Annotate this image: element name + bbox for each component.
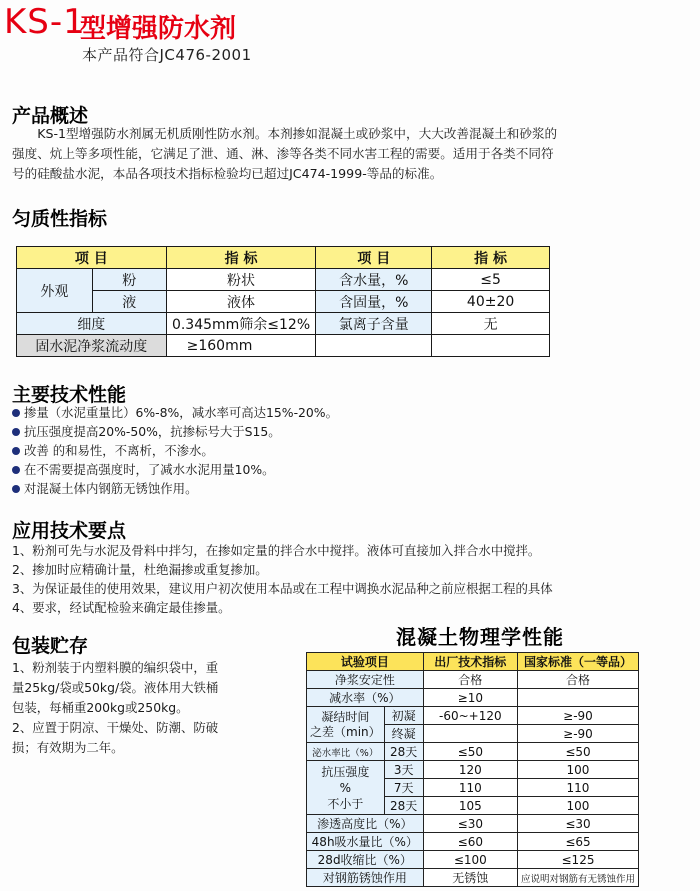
table-row: 净浆安定性 合格 合格 xyxy=(307,671,639,689)
list-item: 对混凝土体内钢筋无锈蚀作用。 xyxy=(12,479,692,498)
uniformity-table xyxy=(16,246,550,357)
performance-heading: 主要技术性能 xyxy=(12,384,127,406)
table-row: 渗透高度比（%） ≤30 ≤30 xyxy=(307,815,639,833)
packaging-heading: 包装贮存 xyxy=(12,635,89,657)
performance-list xyxy=(12,403,692,498)
fineness-label: 细度 xyxy=(17,313,167,335)
empty-cell xyxy=(423,725,517,743)
table-row: 对钢筋锈蚀作用 无锈蚀 应说明对钢筋有无锈蚀作用 xyxy=(307,869,639,887)
solids-value: 40±20 xyxy=(432,291,550,313)
header-cell: 项 目 xyxy=(17,247,167,269)
standard-note: 本产品符合JC476-2001 xyxy=(82,46,252,64)
table-row xyxy=(17,335,550,357)
header-cell: 指 标 xyxy=(166,247,316,269)
list-item: 1、粉剂可先与水泥及骨料中拌匀，在掺如定量的拌合水中搅拌。液体可直接加入拌合水中搅拌。 xyxy=(12,543,541,558)
table-row: 28d收缩比（%） ≤100 ≤125 xyxy=(307,851,639,869)
physical-table xyxy=(306,652,639,887)
fineness-value: 0.345mm筛余≤12% xyxy=(166,313,316,335)
bullet-icon xyxy=(12,466,20,474)
appearance-label: 外观 xyxy=(17,269,93,313)
table-row: 48h吸水量比（%） ≤60 ≤65 xyxy=(307,833,639,851)
application-heading: 应用技术要点 xyxy=(12,520,127,542)
header-cell: 国家标准（一等品） xyxy=(517,653,638,671)
setting-time-label: 凝结时间 之差（min） xyxy=(307,707,385,743)
solids-label: 含固量，% xyxy=(316,291,432,313)
packaging-line: 量25kg/袋或50kg/袋。液体用大铁桶 xyxy=(12,680,219,695)
chloride-value: 无 xyxy=(432,313,550,335)
overview-line: 强度、炕上等多项性能，它满足了泄、通、淋、渗等各类不同水害工程的需要。适用于各类不同符 xyxy=(12,146,554,161)
list-item: 在不需要提高强度时，了减水水泥用量10%。 xyxy=(12,460,692,479)
header-cell: 出厂技术指标 xyxy=(423,653,517,671)
empty-cell xyxy=(316,335,432,357)
application-list xyxy=(12,541,696,617)
table-row: 减水率（%） ≥10 xyxy=(307,689,639,707)
product-code: KS-1 xyxy=(4,2,86,42)
table-row: 凝结时间 之差（min） 初凝 -60~+120 ≥-90 xyxy=(307,707,639,725)
fluidity-value: ≥160mm xyxy=(166,335,316,357)
list-item: 改善 的和易性，不离析，不渗水。 xyxy=(12,441,692,460)
list-item: 抗压强度提高20%-50%，抗掺标号大于S15。 xyxy=(12,422,692,441)
table-row xyxy=(17,269,550,291)
list-item: 2、掺加时应精确计量，杜绝漏掺或重复掺加。 xyxy=(12,562,268,577)
table-row xyxy=(17,313,550,335)
page-title: 型增强防水剂 xyxy=(80,14,237,44)
table-row: 28天 105 100 xyxy=(307,797,639,815)
list-item: 掺量（水泥重量比）6%-8%，减水率可高达15%-20%。 xyxy=(12,403,692,422)
empty-cell xyxy=(517,689,638,707)
bullet-icon xyxy=(12,485,20,493)
table-row: 抗压强度 % 不小于 3天 120 100 xyxy=(307,761,639,779)
overview-line: KS-1型增强防水剂属无机质刚性防水剂。本剂掺如混凝土或砂浆中，大大改善混凝土和砂浆的 xyxy=(37,126,558,141)
packaging-text xyxy=(12,658,302,758)
list-item: 4、要求，经试配检验来确定最佳掺量。 xyxy=(12,600,231,615)
bullet-icon xyxy=(12,428,20,436)
chloride-label: 氯离子含量 xyxy=(316,313,432,335)
list-item: 3、为保证最佳的使用效果，建议用户初次使用本品或在工程中调换水泥品种之前应根据工程的具体 xyxy=(12,581,553,596)
table-row: 泌水率比（%） 28天 ≤50 ≤50 xyxy=(307,743,639,761)
packaging-line: 包装，每桶重200kg或250kg。 xyxy=(12,700,189,715)
table-row xyxy=(17,291,550,313)
uniformity-heading: 匀质性指标 xyxy=(12,208,108,230)
compressive-label: 抗压强度 % 不小于 xyxy=(307,761,385,815)
table-header-row xyxy=(17,247,550,269)
table-header-row xyxy=(307,653,639,671)
moisture-value: ≤5 xyxy=(432,269,550,291)
liquid-label: 液 xyxy=(92,291,166,313)
table-row: 终凝 ≥-90 xyxy=(307,725,639,743)
header-cell: 试验项目 xyxy=(307,653,424,671)
packaging-line: 损；有效期为二年。 xyxy=(12,740,124,755)
packaging-line: 2、应置于阴凉、干燥处、防潮、防破 xyxy=(12,720,219,735)
packaging-line: 1、粉剂装于内塑料膜的编织袋中，重 xyxy=(12,660,219,675)
physical-table-title: 混凝土物理学性能 xyxy=(396,625,564,649)
header-cell: 项 目 xyxy=(316,247,432,269)
overview-text xyxy=(12,124,696,184)
overview-line: 号的硅酸盐水泥，本品各项技术指标检验均已超过JC474-1999-等品的标准。 xyxy=(12,166,443,181)
overview-heading: 产品概述 xyxy=(12,105,89,127)
empty-cell xyxy=(432,335,550,357)
moisture-label: 含水量，% xyxy=(316,269,432,291)
bullet-icon xyxy=(12,409,20,417)
bullet-icon xyxy=(12,447,20,455)
fluidity-label: 固水泥净浆流动度 xyxy=(17,335,167,357)
table-row: 7天 110 110 xyxy=(307,779,639,797)
powder-label: 粉 xyxy=(92,269,166,291)
powder-value: 粉状 xyxy=(166,269,316,291)
liquid-value: 液体 xyxy=(166,291,316,313)
header-cell: 指 标 xyxy=(432,247,550,269)
